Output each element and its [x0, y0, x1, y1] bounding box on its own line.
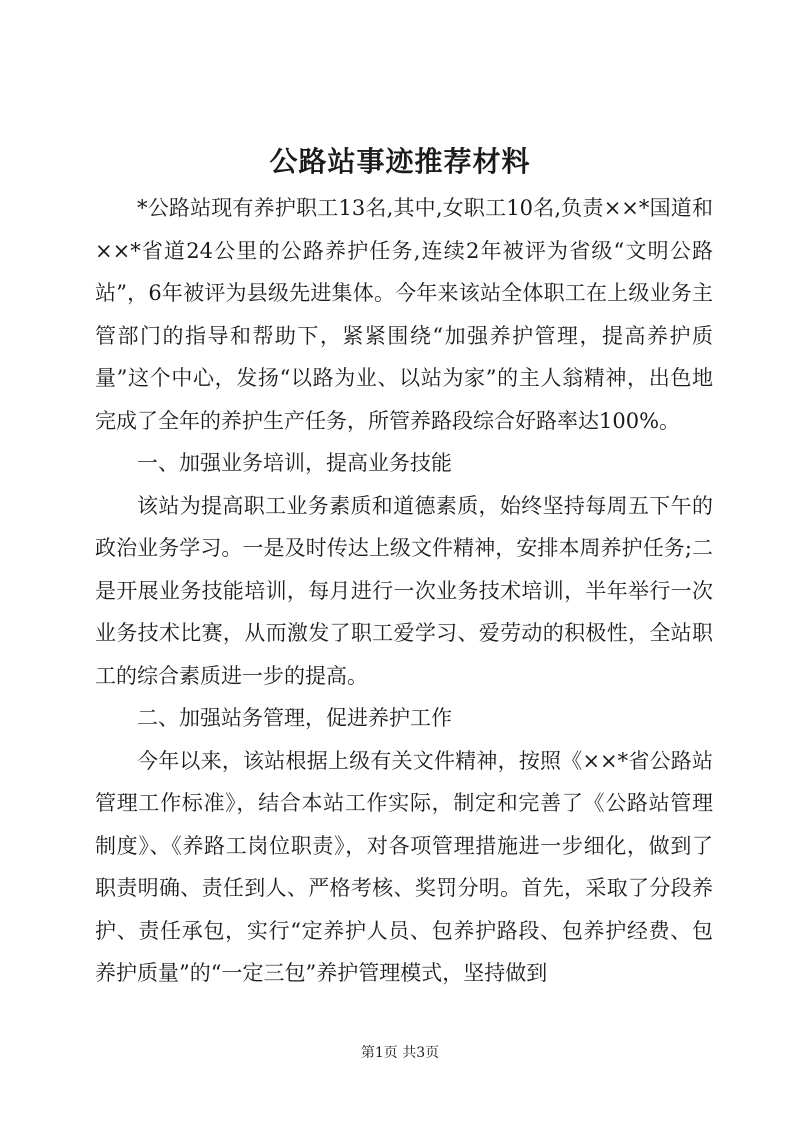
document-body	[95, 187, 713, 995]
paragraph-management: 今年以来，该站根据上级有关文件精神，按照《××*省公路站管理工作标准》，结合本站工作实际，制定和完善了《公路站管理制度》、《养路工岗位职责》，对各项管理措施进一步细化，做到了职责明确、责任到人、严格考核、奖罚分明。首先，采取了分段养护、责任承包，实行“定养护人员、包养护路段、包养护经费、包养护质量”的“一定三包”养护管理模式，坚持做到	[95, 748, 713, 985]
paragraph-training: 该站为提高职工业务素质和道德素质，始终坚持每周五下午的政治业务学习。一是及时传达上级文件精神，安排本周养护任务;二是开展业务技能培训，每月进行一次业务技术培训，半年举行一次业务技术比赛，从而激发了职工爱学习、爱劳动的积极性，全站职工的综合素质进一步的提高。	[95, 493, 713, 688]
document-title: 公路站事迹推荐材料	[269, 145, 531, 178]
section-heading-2: 二、加强站务管理，促进养护工作	[137, 706, 452, 730]
section-heading-1: 一、加强业务培训，提高业务技能	[137, 451, 452, 475]
page-number-footer: 第1页 共3页	[360, 1045, 440, 1061]
paragraph-intro: *公路站现有养护职工13名,其中,女职工10名,负责××*国道和××*省道24公里的公路养护任务,连续2年被评为省级“文明公路站”，6年被评为县级先进集体。今年来该站全体职工在上级业务主管部门的指导和帮助下，紧紧围绕“加强养护管理，提高养护质量”这个中心，发扬“以路为业、以站为家”的主人翁精神，出色地完成了全年的养护生产任务，所管养路段综合好路率达100%。	[95, 196, 713, 433]
